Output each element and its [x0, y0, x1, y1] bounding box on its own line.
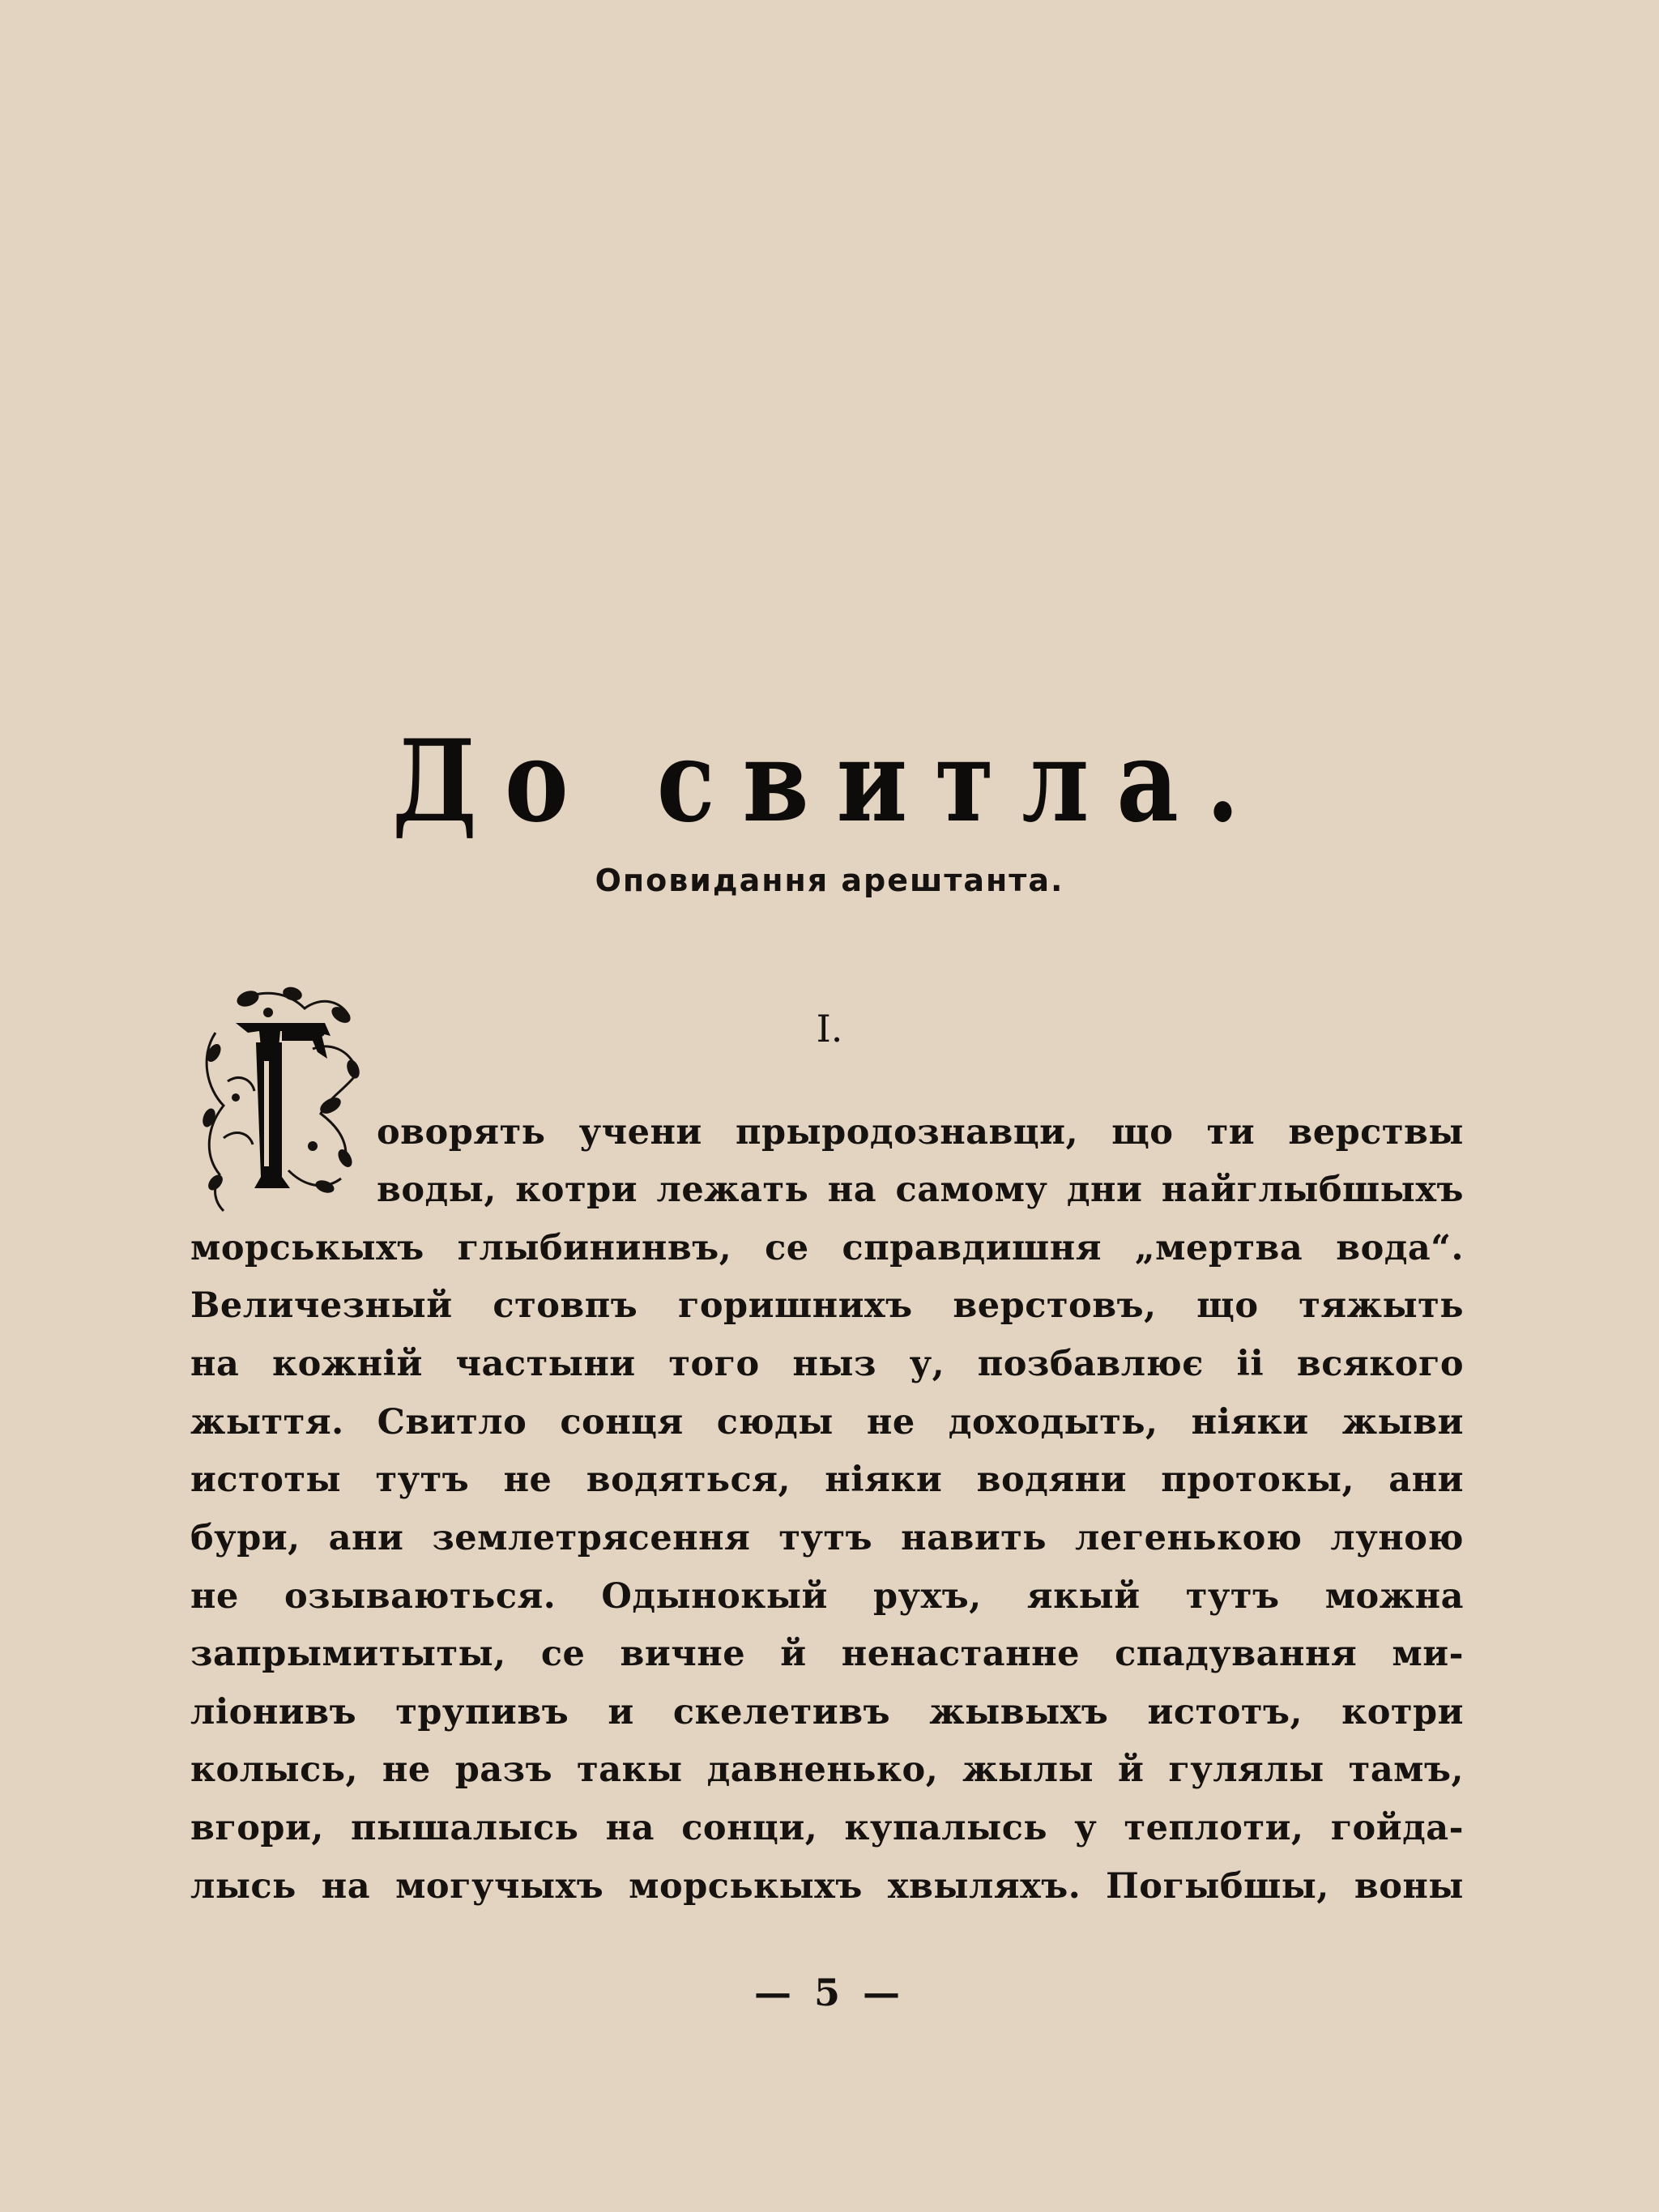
- story-subtitle: Оповидання арештанта.: [595, 863, 1064, 898]
- text-line: Величезный стовпъ горишнихъ верстовъ, що тяжыть: [190, 1285, 1464, 1326]
- text-line: лысь на могучыхъ морськыхъ хвыляхъ. Погыбшы, воны: [190, 1866, 1464, 1907]
- text-line: жыття. Свитло сонця сюды не доходыть, нiяки жыви: [190, 1402, 1464, 1443]
- text-line: истоты тутъ не водяться, нiяки водяни протокы, ани: [190, 1460, 1464, 1500]
- text-line: на кожнiй частыни того ныз у, позбавлює ii всякого: [190, 1344, 1464, 1384]
- text-line: бури, ани землетрясення тутъ навить легенькою луною: [190, 1518, 1464, 1558]
- text-line: воды, котри лежать на самому дни найглыбшыхъ: [377, 1170, 1464, 1210]
- chapter-number: I.: [816, 1007, 843, 1051]
- text-line: вгори, пышалысь на сонци, купалысь у теплоти, гойда-: [190, 1808, 1464, 1848]
- text-line: морськыхъ глыбининвъ, се справдишня „мертва вода“.: [190, 1228, 1464, 1268]
- text-line: запрымитыты, се вичне й ненастанне спадування ми-: [190, 1634, 1464, 1674]
- text-line: колысь, не разъ такы давненько, жылы й гулялы тамъ,: [190, 1750, 1464, 1790]
- text-line: лiонивъ трупивъ и скелетивъ жывыхъ истотъ, котри: [190, 1692, 1464, 1733]
- page-number: — 5 —: [753, 1971, 906, 2014]
- story-title: До свитла.: [392, 714, 1267, 848]
- text-line: оворять учени прыродознавци, що ти верствы: [377, 1112, 1464, 1153]
- text-line: не озываються. Одынокый рухъ, якый тутъ можна: [190, 1576, 1464, 1617]
